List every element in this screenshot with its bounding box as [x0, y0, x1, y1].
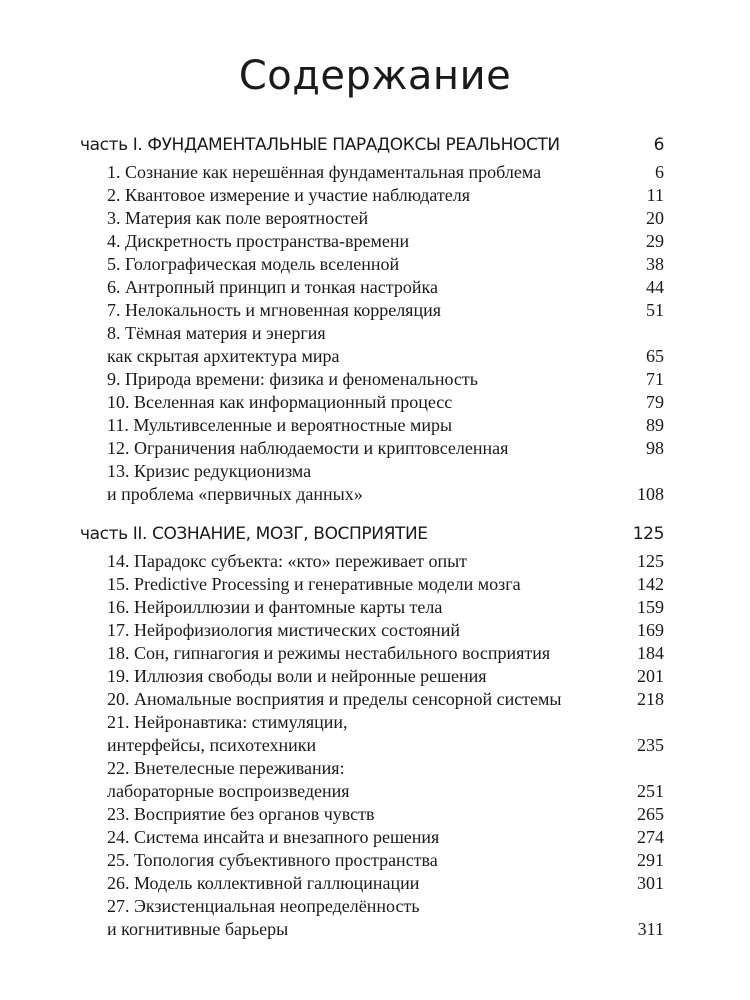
toc-chapter-entry[interactable]: [107, 184, 664, 206]
toc-chapter-entry-continued[interactable]: [107, 780, 664, 802]
toc-chapter-entry[interactable]: [107, 711, 664, 733]
toc-chapter-entry-continued[interactable]: [107, 734, 664, 756]
chapter-title: 14. Парадокс субъекта: «кто» переживает опыт: [107, 551, 468, 571]
chapter-page-number: 291: [637, 850, 664, 870]
chapter-page-number: 265: [637, 804, 664, 824]
chapter-page-number: 51: [646, 300, 664, 320]
part-page-number: 125: [632, 524, 664, 544]
toc-chapter-entry[interactable]: [107, 872, 664, 894]
toc-chapter-entry[interactable]: [107, 573, 664, 595]
toc-chapter-entry[interactable]: [107, 665, 664, 687]
toc-chapter-entry[interactable]: [107, 642, 664, 664]
toc-chapter-entry[interactable]: [107, 437, 664, 459]
chapter-title: интерфейсы, психотехники: [107, 735, 317, 755]
chapter-title: лабораторные воспроизведения: [107, 781, 350, 801]
chapter-page-number: 311: [637, 919, 664, 939]
chapter-title: 26. Модель коллективной галлюцинации: [107, 873, 420, 893]
chapter-page-number: 169: [637, 620, 664, 640]
toc-chapter-entry[interactable]: [107, 688, 664, 710]
chapter-title: 1. Сознание как нерешённая фундаментальная проблема: [107, 162, 542, 182]
chapter-title: 25. Топология субъективного пространства: [107, 850, 438, 870]
chapter-title: 17. Нейрофизиология мистических состояний: [107, 620, 460, 640]
chapter-page-number: 20: [646, 208, 664, 228]
toc-chapter-entry[interactable]: [107, 803, 664, 825]
chapter-title: 27. Экзистенциальная неопределённость: [107, 896, 420, 916]
toc-chapter-entry[interactable]: [107, 207, 664, 229]
chapter-title: 9. Природа времени: физика и феноменальность: [107, 369, 478, 389]
chapter-page-number: 274: [637, 827, 664, 847]
chapter-title: 8. Тёмная материя и энергия: [107, 323, 326, 343]
toc-chapter-entry[interactable]: [107, 299, 664, 321]
toc-chapter-entry[interactable]: [107, 550, 664, 572]
chapter-page-number: 11: [646, 185, 664, 205]
toc-chapter-entry-continued[interactable]: [107, 918, 664, 940]
chapter-page-number: 65: [646, 346, 664, 366]
chapter-page-number: 301: [637, 873, 664, 893]
chapter-title: 6. Антропный принцип и тонкая настройка: [107, 277, 438, 297]
toc-chapter-entry[interactable]: [107, 460, 664, 482]
chapter-page-number: 44: [646, 277, 664, 297]
toc-chapter-entry[interactable]: [107, 619, 664, 641]
chapter-page-number: 159: [637, 597, 664, 617]
chapter-title: 13. Кризис редукционизма: [107, 461, 312, 481]
part-title: часть I. ФУНДАМЕНТАЛЬНЫЕ ПАРАДОКСЫ РЕАЛЬНОСТИ: [80, 135, 560, 155]
chapter-title: 19. Иллюзия свободы воли и нейронные решения: [107, 666, 487, 686]
chapter-page-number: 29: [646, 231, 664, 251]
chapter-page-number: 235: [637, 735, 664, 755]
chapter-page-number: 71: [646, 369, 664, 389]
page-title: Содержание: [238, 53, 512, 99]
toc-chapter-entry[interactable]: [107, 757, 664, 779]
toc-chapter-entry-continued[interactable]: [107, 345, 664, 367]
chapter-title: 22. Внетелесные переживания:: [107, 758, 345, 778]
toc-chapter-entry-continued[interactable]: [107, 483, 664, 505]
chapter-title: 23. Восприятие без органов чувств: [107, 804, 375, 824]
toc-chapter-entry[interactable]: [107, 253, 664, 275]
toc-chapter-entry[interactable]: [107, 368, 664, 390]
chapter-title: 5. Голографическая модель вселенной: [107, 254, 400, 274]
chapter-title: и когнитивные барьеры: [107, 919, 289, 939]
chapter-page-number: 184: [637, 643, 664, 663]
chapter-title: как скрытая архитектура мира: [107, 346, 340, 366]
toc-chapter-entry[interactable]: [107, 895, 664, 917]
toc-part-heading[interactable]: [80, 521, 664, 547]
chapter-page-number: 251: [637, 781, 664, 801]
chapter-page-number: 201: [637, 666, 664, 686]
chapter-page-number: 38: [646, 254, 664, 274]
toc-chapter-entry[interactable]: [107, 596, 664, 618]
chapter-title: 16. Нейроиллюзии и фантомные карты тела: [107, 597, 443, 617]
chapter-title: 10. Вселенная как информационный процесс: [107, 392, 453, 412]
chapter-title: 11. Мультивселенные и вероятностные миры: [107, 415, 453, 435]
chapter-page-number: 98: [646, 438, 664, 458]
toc-chapter-entry[interactable]: [107, 230, 664, 252]
chapter-page-number: 79: [646, 392, 664, 412]
chapter-title: 3. Материя как поле вероятностей: [107, 208, 369, 228]
chapter-page-number: 218: [637, 689, 664, 709]
chapter-page-number: 108: [637, 484, 664, 504]
toc-chapter-entry[interactable]: [107, 414, 664, 436]
toc-chapter-entry[interactable]: [107, 322, 664, 344]
chapter-title: и проблема «первичных данных»: [107, 484, 363, 504]
chapter-page-number: 89: [646, 415, 664, 435]
chapter-page-number: 142: [637, 574, 664, 594]
toc-chapter-entry[interactable]: [107, 391, 664, 413]
toc-part-heading[interactable]: [80, 132, 664, 158]
chapter-title: 24. Система инсайта и внезапного решения: [107, 827, 440, 847]
chapter-title: 4. Дискретность пространства-времени: [107, 231, 410, 251]
toc-chapter-entry[interactable]: [107, 161, 664, 183]
toc-chapter-entry[interactable]: [107, 849, 664, 871]
chapter-title: 18. Сон, гипнагогия и режимы нестабильного восприятия: [107, 643, 551, 663]
toc-chapter-entry[interactable]: [107, 276, 664, 298]
chapter-title: 15. Predictive Processing и генеративные модели мозга: [107, 574, 521, 594]
chapter-title: 12. Ограничения наблюдаемости и криптовселенная: [107, 438, 509, 458]
chapter-page-number: 125: [637, 551, 664, 571]
chapter-title: 20. Аномальные восприятия и пределы сенсорной системы: [107, 689, 562, 709]
chapter-title: 7. Нелокальность и мгновенная корреляция: [107, 300, 442, 320]
chapter-page-number: 6: [655, 162, 664, 182]
toc-chapter-entry[interactable]: [107, 826, 664, 848]
part-page-number: 6: [653, 135, 664, 155]
chapter-title: 2. Квантовое измерение и участие наблюдателя: [107, 185, 471, 205]
chapter-title: 21. Нейронавтика: стимуляции,: [107, 712, 348, 732]
part-title: часть II. СОЗНАНИЕ, МОЗГ, ВОСПРИЯТИЕ: [80, 524, 428, 544]
